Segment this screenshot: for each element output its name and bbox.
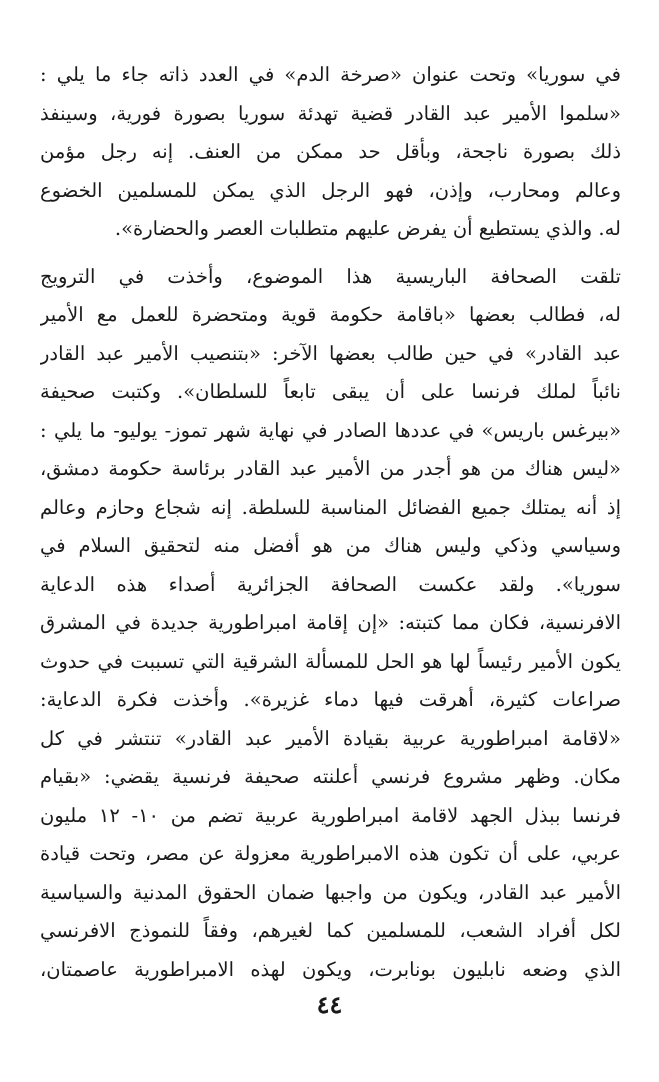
text-line: الأمير عبد القادر، ويكون من واجبها ضمان الحقوق المدنية والسياسية [40,880,621,904]
text-line: مكان. وظهر مشروع فرنسي أعلنته صحيفة فرنسية يقضي: «بقيام [40,765,621,788]
text-line: عربي، على أن تكون هذه الامبراطورية معزولة عن مصر، وتحت قيادة [40,842,621,865]
page-number: ٤٤ [316,990,343,1019]
text-line: وعالم ومحارب، وإذن، فهو الرجل الذي يمكن للمسلمين الخضوع [40,178,621,202]
text-line: صراعات كثيرة، أهرقت فيها دماء غزيرة». وأخذت فكرة الدعاية: [40,688,621,711]
text-line: «بيرغس باريس» في عددها الصادر في نهاية شهر تموز- يوليو- ما يلي : [40,418,621,442]
text-line: الذي وضعه نابليون بونابرت، ويكون لهذه الامبراطورية عاصمتان، [40,957,621,981]
text-line: لكل أفراد الشعب، للمسلمين كما لغيرهم، وفقاً للنموذج الافرنسي [40,919,621,942]
text-line: له. والذي يستطيع أن يفرض عليهم متطلبات العصر والحضارة». [114,217,621,240]
text-line: تلقت الصحافة الباريسية هذا الموضوع، وأخذت في الترويج [40,264,621,288]
text-line: له، فطالب بعضها «باقامة حكومة قوية ومتحضرة للعمل مع الأمير [40,303,621,326]
text-line: إذ أنه يمتلك جميع الفضائل المناسبة للسلطة. إنه شجاع وحازم وعالم [40,495,621,519]
text-line: عبد القادر» في حين طالب بعضها الآخر: «بتنصيب الأمير عبد القادر [40,341,621,365]
text-line: وسياسي وذكي وليس هناك من هو أفضل منه لتحقيق السلام في [40,534,621,557]
text-line: سوريا». ولقد عكست الصحافة الجزائرية أصداء هذه الدعاية [40,572,621,596]
text-line: فرنسا ببذل الجهد لاقامة امبراطورية عربية تضم من ١٠- ١٢ مليون [40,803,621,827]
paragraph-2 [40,258,621,990]
text-line: يكون الأمير رئيساً لها هو الحل للمسألة الشرقية التي تسببت في حدوث [40,649,621,673]
text-line: الافرنسية، فكان مما كتبته: «إن إقامة امبراطورية جديدة في المشرق [40,611,621,634]
text-line: في سوريا» وتحت عنوان «صرخة الدم» في العدد ذاته جاء ما يلي : [40,63,621,86]
text-line: نائباً لملك فرنسا على أن يبقى تابعاً للسلطان». وكتبت صحيفة [40,380,621,403]
text-line: «لاقامة امبراطورية عربية بقيادة الأمير عبد القادر» تنتشر في كل [40,726,621,750]
paragraph-1 [40,56,621,249]
page-body [40,56,621,989]
text-line: «ليس هناك من هو أجدر من الأمير عبد القادر برئاسة حكومة دمشق، [40,457,621,480]
text-line: ذلك بصورة ناجحة، وبأقل حد ممكن من العنف. إنه رجل مؤمن [40,140,621,163]
text-line: «سلموا الأمير عبد القادر قضية تهدئة سوريا بصورة فورية، وسينفذ [40,101,621,125]
paragraph-gap [40,249,621,258]
